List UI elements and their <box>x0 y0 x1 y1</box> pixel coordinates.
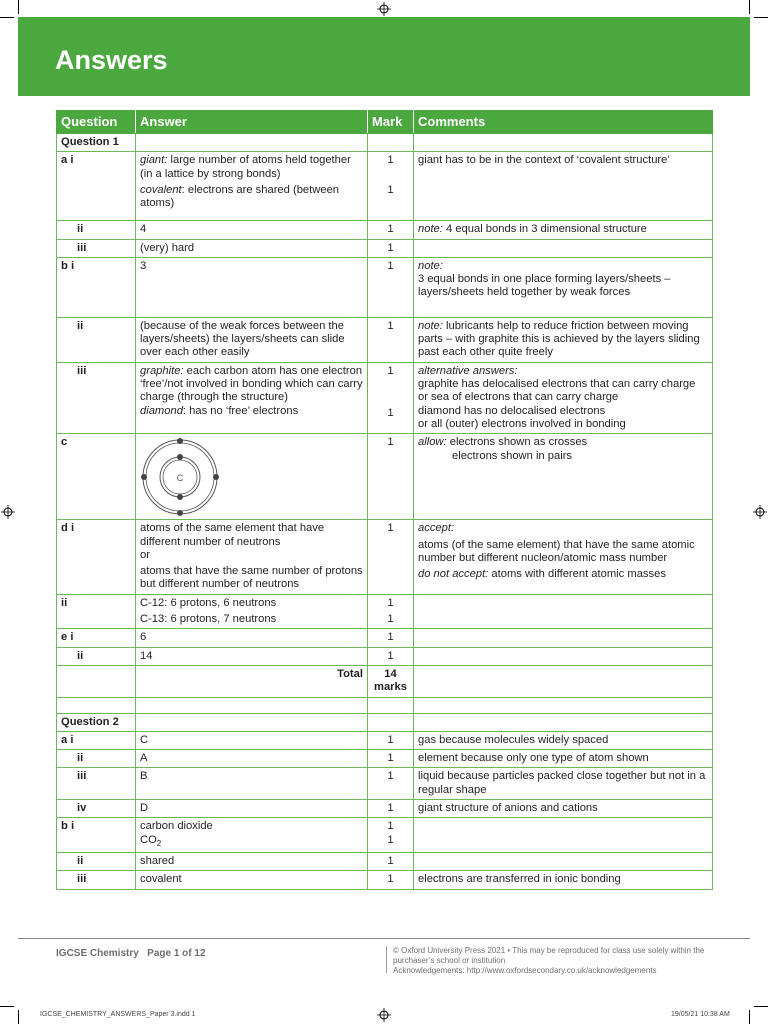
total-label: Total <box>136 665 368 697</box>
answer-cell: D <box>136 800 368 818</box>
table-row <box>57 257 713 317</box>
comment-cell: accept: atoms (of the same element) that have the same atomic number but different nucleon/atomic mass number do not accept: atoms with different atomic masses <box>414 520 713 594</box>
mark-cell: 1 <box>368 317 414 362</box>
answer-cell: atoms of the same element that have different number of neutrons or atoms that have the same number of protons but different number of neutrons <box>136 520 368 594</box>
electron-dot <box>141 474 147 480</box>
table-row <box>57 768 713 800</box>
table-row <box>57 152 713 221</box>
crop-mark <box>0 17 14 18</box>
mark-cell: 1 <box>368 800 414 818</box>
mark-cell: 1 <box>368 221 414 239</box>
crop-mark <box>749 1010 750 1024</box>
question-number: a i <box>57 152 136 221</box>
footer-book-title: IGCSE Chemistry <box>56 948 139 959</box>
mark-cell: 1 <box>368 434 414 520</box>
registration-mark-icon <box>1 505 15 519</box>
crop-mark <box>18 0 19 14</box>
mark-cell: 1 <box>368 731 414 749</box>
answer-cell: shared <box>136 852 368 870</box>
mark-cell: 1 <box>368 520 414 594</box>
nucleus-label: C <box>176 473 184 484</box>
crop-mark <box>18 1010 19 1024</box>
section-row <box>57 713 713 731</box>
footer-rule <box>18 938 750 939</box>
comment-cell: giant has to be in the context of ‘covalent structure’ <box>414 152 713 221</box>
comment-cell: element because only one type of atom shown <box>414 750 713 768</box>
registration-mark-icon <box>377 1008 391 1022</box>
section-title: Question 1 <box>57 134 136 152</box>
table-row <box>57 800 713 818</box>
question-number: ii <box>77 319 84 332</box>
comment-cell: note: 4 equal bonds in 3 dimensional structure <box>414 221 713 239</box>
crop-mark <box>754 1006 768 1007</box>
mark-cell: 1 1 <box>368 818 414 853</box>
table-row <box>57 647 713 665</box>
footer-book-info <box>56 948 206 959</box>
question-number: ii <box>57 594 136 629</box>
slug-filename: IGCSE_CHEMISTRY_ANSWERS_Paper 3.indd 1 <box>40 1011 196 1018</box>
footer-copyright: © Oxford University Press 2021 • This may be reproduced for class use solely within the purchaser’s school or institution Acknowledgements: http://www.oxfordsecondary.co.uk/acknowledgements <box>393 946 705 975</box>
comment-cell <box>414 647 713 665</box>
comment-cell <box>414 629 713 647</box>
table-row <box>57 520 713 594</box>
page-title: Answers <box>55 45 168 75</box>
electron-dot <box>213 474 219 480</box>
question-number: a i <box>57 731 136 749</box>
mark-cell: 1 <box>368 647 414 665</box>
registration-mark-icon <box>753 505 767 519</box>
answer-cell: C-12: 6 protons, 6 neutrons C-13: 6 protons, 7 neutrons <box>136 594 368 629</box>
total-row <box>57 665 713 697</box>
table-row <box>57 629 713 647</box>
table-row <box>57 871 713 889</box>
question-number: ii <box>77 854 84 867</box>
crop-mark <box>754 17 768 18</box>
mark-cell: 1 <box>368 629 414 647</box>
answer-cell: carbon dioxide $CO_2$ <box>136 818 368 853</box>
column-header-question: Question <box>57 111 136 134</box>
electron-dot <box>177 438 183 444</box>
column-header-answer: Answer <box>136 111 368 134</box>
question-number: d i <box>57 520 136 594</box>
crop-mark <box>0 1006 14 1007</box>
answer-cell: (because of the weak forces between the layers/sheets) the layers/sheets can slide over each other easily <box>136 317 368 362</box>
total-marks: 14 marks <box>368 665 414 697</box>
answer-cell <box>136 434 368 520</box>
table-header-row <box>57 111 713 134</box>
answer-cell: C <box>136 731 368 749</box>
table-row <box>57 239 713 257</box>
crop-mark <box>749 0 750 14</box>
mark-cell: 1 <box>368 852 414 870</box>
registration-mark-icon <box>377 2 391 16</box>
empty-row <box>57 697 713 713</box>
comment-cell: gas because molecules widely spaced <box>414 731 713 749</box>
electron-dot <box>177 454 183 460</box>
column-header-comments: Comments <box>414 111 713 134</box>
table-row <box>57 750 713 768</box>
comment-cell: electrons are transferred in ionic bonding <box>414 871 713 889</box>
comment-cell <box>414 818 713 853</box>
answer-cell: graphite: each carbon atom has one electron ‘free’/not involved in bonding which can carry charge (through the structure) diamond: has no ‘free’ electrons <box>136 362 368 433</box>
answer-cell: B <box>136 768 368 800</box>
comment-cell <box>414 239 713 257</box>
electron-dot <box>177 510 183 516</box>
comment-cell: alternative answers: graphite has delocalised electrons that can carry charge or sea of electrons that can carry charge diamond has no delocalised electrons or all (outer) electrons involved in bonding <box>414 362 713 433</box>
comment-cell <box>414 594 713 629</box>
question-number: ii <box>77 223 84 236</box>
answer-cell: giant: large number of atoms held together (in a lattice by strong bonds) covalent: electrons are shared (between atoms) <box>136 152 368 221</box>
electron-dot <box>177 494 183 500</box>
section-title: Question 2 <box>57 713 136 731</box>
mark-cell: 1 1 <box>368 362 414 433</box>
comment-cell: liquid because particles packed close together but not in a regular shape <box>414 768 713 800</box>
table-row <box>57 818 713 853</box>
comment-cell: giant structure of anions and cations <box>414 800 713 818</box>
mark-cell: 1 <box>368 768 414 800</box>
question-number: iv <box>77 802 87 815</box>
comment-cell: note: lubricants help to reduce friction between moving parts – with graphite this is achieved by the layers sliding past each other quite freely <box>414 317 713 362</box>
table-row <box>57 434 713 520</box>
question-number: ii <box>77 752 84 765</box>
table-row <box>57 594 713 629</box>
question-number: iii <box>77 770 87 783</box>
table-row <box>57 317 713 362</box>
mark-cell: 1 <box>368 871 414 889</box>
column-header-mark: Mark <box>368 111 414 134</box>
table-row <box>57 362 713 433</box>
answer-cell: A <box>136 750 368 768</box>
answer-cell: covalent <box>136 871 368 889</box>
answer-cell: 6 <box>136 629 368 647</box>
mark-cell: 1 <box>368 257 414 317</box>
slug-date: 19/05/21 10:38 AM <box>671 1011 730 1018</box>
question-number: ii <box>77 649 84 662</box>
question-number: iii <box>77 873 87 886</box>
atom-diagram <box>140 437 224 517</box>
mark-cell: 1 1 <box>368 152 414 221</box>
answer-cell: 14 <box>136 647 368 665</box>
comment-cell: note: 3 equal bonds in one place forming layers/sheets – layers/sheets held together by weak forces <box>414 257 713 317</box>
mark-cell: 1 <box>368 750 414 768</box>
question-number: b i <box>57 818 136 853</box>
comment-cell <box>414 852 713 870</box>
comment-cell: allow: electrons shown as crosses electrons shown in pairs <box>414 434 713 520</box>
mark-cell: 1 1 <box>368 594 414 629</box>
header-banner <box>18 17 750 96</box>
question-number: b i <box>57 257 136 317</box>
question-number: iii <box>77 364 87 377</box>
question-number: iii <box>77 241 87 254</box>
answer-cell: 4 <box>136 221 368 239</box>
answer-cell: (very) hard <box>136 239 368 257</box>
section-row <box>57 134 713 152</box>
table-row <box>57 731 713 749</box>
mark-cell: 1 <box>368 239 414 257</box>
answers-table <box>56 110 713 890</box>
answer-cell: 3 <box>136 257 368 317</box>
footer-page-number: Page 1 of 12 <box>147 948 206 959</box>
question-number: e i <box>57 629 136 647</box>
footer-divider <box>386 946 387 973</box>
question-number: c <box>57 434 136 520</box>
table-row <box>57 221 713 239</box>
table-row <box>57 852 713 870</box>
